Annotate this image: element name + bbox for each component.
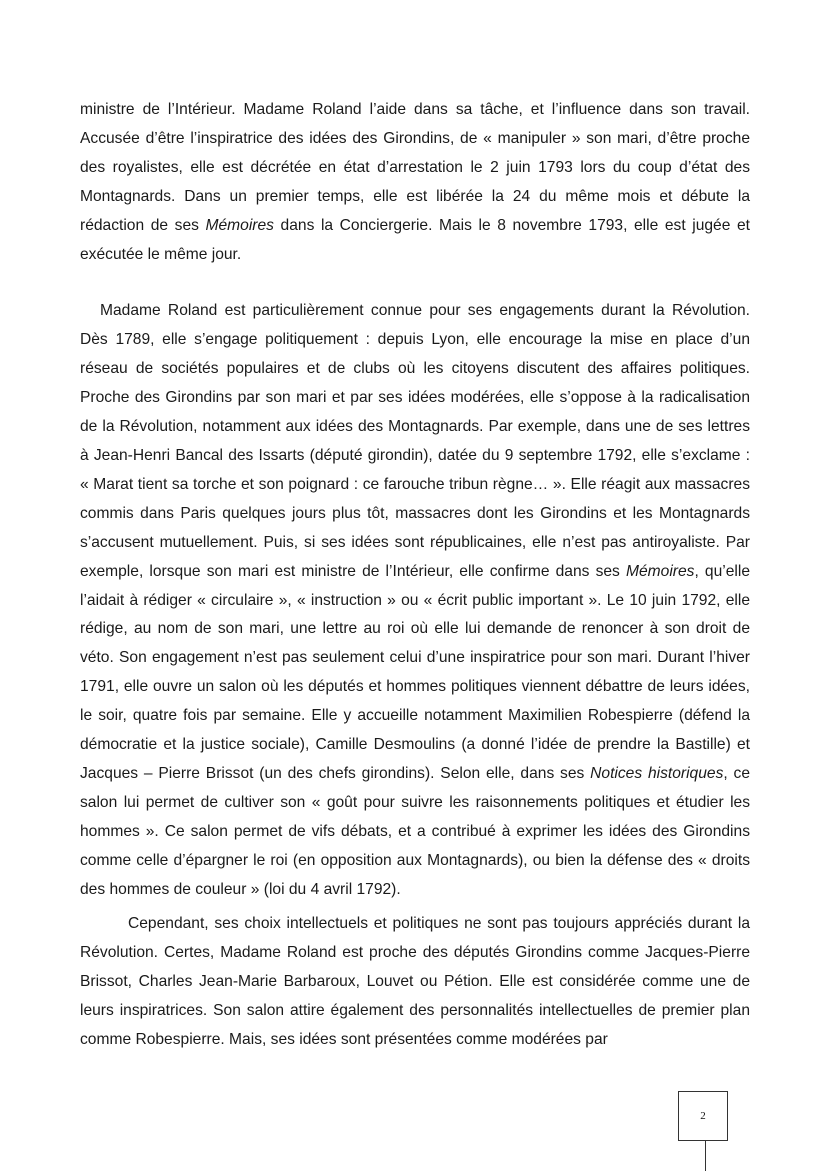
italic-title: Notices historiques <box>590 764 724 782</box>
paragraph-1 <box>80 96 750 269</box>
italic-title: Mémoires <box>626 562 695 580</box>
page-number-rule <box>705 1140 706 1171</box>
page-number: 2 <box>700 1110 706 1122</box>
text-segment: dans la Conciergerie. Mais le 8 novembre 1793, elle est jugée et exécutée le même jour. <box>80 216 750 263</box>
paragraph-3 <box>80 910 750 1055</box>
paragraph-2 <box>80 297 750 904</box>
text-segment: Madame Roland est particulièrement connue pour ses engagements durant la Révolution. Dès 1789, elle s’engage politiquement : depuis Lyon, elle encourage la mise en place d’un réseau de sociétés populaires et de clubs où les citoyens discutent des affaires politiques. Proche des Girondins par son mari et par ses idées modérées, elle s’oppose à la radicalisation de la Révolution, notamment aux idées des Montagnards. Par exemple, dans une de ses lettres à Jean-Henri Bancal des Issarts (député girondin), datée du 9 septembre 1792, elle s’exclame : « Marat tient sa torche et son poignard : ce farouche tribun règne… ». Elle réagit aux massacres commis dans Paris quelques jours plus tôt, massacres dont les Girondins et les Montagnards s’accusent mutuellement. Puis, si ses idées sont républicaines, elle n’est pas antiroyaliste. Par exemple, lorsque son mari est ministre de l’Intérieur, elle confirme dans ses <box>80 302 750 580</box>
text-segment: , qu’elle l’aidait à rédiger « circulaire », « instruction » ou « écrit public important ». Le 10 juin 1792, elle rédige, au nom de son mari, une lettre au roi où elle lui demande de renoncer à son droit de véto. Son engagement n’est pas seulement celui d’une inspiratrice pour son mari. Durant l’hiver 1791, elle ouvre un salon où les députés et hommes politiques viennent débattre de leurs idées, le soir, quatre fois par semaine. Elle y accueille notamment Maximilien Robespierre (défend la démocratie et la justice sociale), Camille Desmoulins (a donné l’idée de prendre la Bastille) et Jacques – Pierre Brissot (un des chefs girondins). Selon elle, dans ses <box>80 562 751 782</box>
text-segment: Cependant, ses choix intellectuels et politiques ne sont pas toujours appréciés durant la Révolution. Certes, Madame Roland est proche des députés Girondins comme Jacques-Pierre Brissot, Charles Jean-Marie Barbaroux, Louvet ou Pétion. Elle est considérée comme une de leurs inspiratrices. Son salon attire également des personnalités intellectuelles de premier plan comme Robespierre. Mais, ses idées sont présentées comme modérées par <box>80 915 750 1049</box>
italic-title: Mémoires <box>205 216 274 234</box>
text-segment: , ce salon lui permet de cultiver son « goût pour suivre les raisonnements politiques et étudier les hommes ». Ce salon permet de vifs débats, et a contribué à exprimer les idées des Girondins comme celle d’épargner le roi (en opposition aux Montagnards), ou bien la défense des « droits des hommes de couleur » (loi du 4 avril 1792). <box>80 764 750 898</box>
text-segment: ministre de l’Intérieur. Madame Roland l’aide dans sa tâche, et l’influence dans son travail. Accusée d’être l’inspiratrice des idées des Girondins, de « manipuler » son mari, d’être proche des royalistes, elle est décrétée en état d’arrestation le 2 juin 1793 lors du coup d’état des Montagnards. Dans un premier temps, elle est libérée la 24 du même mois et débute la rédaction de ses <box>80 101 750 234</box>
page-number-box <box>678 1091 728 1141</box>
document-body <box>80 96 750 1055</box>
paragraph-gap <box>80 269 750 297</box>
